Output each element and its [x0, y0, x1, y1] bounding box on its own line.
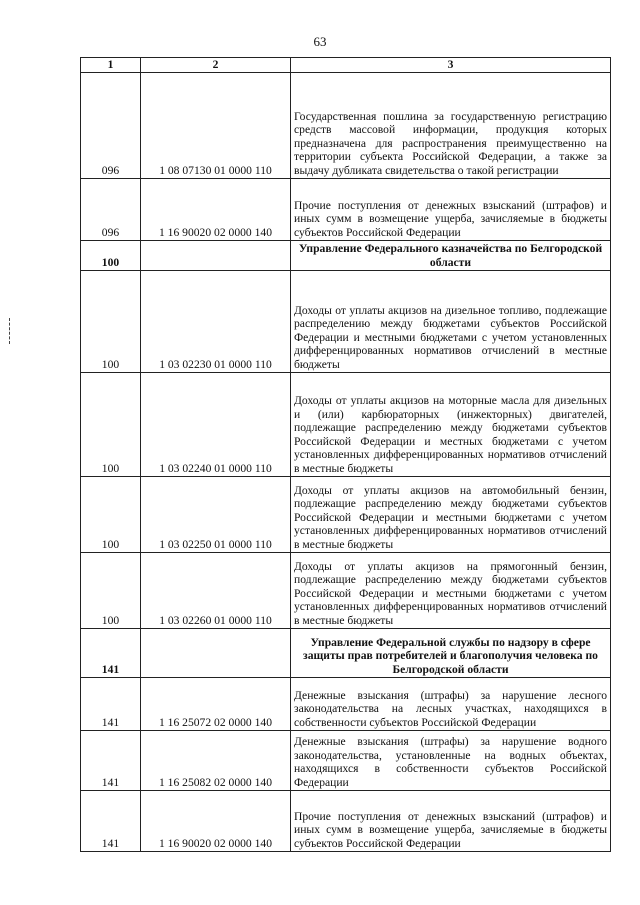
revenue-description: Доходы от уплаты акцизов на моторные масла для дизельных и (или) карбюраторных (инжекторных) двигателей, подлежащие распределению между бюджетами субъектов Российской Федерации и местных бюджетами с учетом установленных дифференцированных нормативов отчислений в местные бюджеты — [291, 372, 611, 476]
margin-mark — [9, 318, 11, 344]
admin-code: 141 — [81, 730, 141, 790]
admin-code: 096 — [81, 72, 141, 178]
revenue-description: Доходы от уплаты акцизов на дизельное топливо, подлежащие распределению между бюджетами субъектов Российской Федерации и местными бюджетами с учетом установленных дифференцированных нормативов отчислений в местные бюджеты — [291, 270, 611, 372]
section-row — [81, 240, 611, 270]
table-row — [81, 730, 611, 790]
budget-classification-code: 1 03 02230 01 0000 110 — [141, 270, 291, 372]
table-row — [81, 270, 611, 372]
budget-classification-code: 1 16 25082 02 0000 140 — [141, 730, 291, 790]
budget-classification-code — [141, 628, 291, 677]
revenue-description: Доходы от уплаты акцизов на автомобильный бензин, подлежащие распределению между бюджетами субъектов Российской Федерации и местными бюджетами с учетом установленных дифференцированных нормативов отчислений в местные бюджеты — [291, 476, 611, 552]
admin-code: 141 — [81, 677, 141, 730]
header-col-3: 3 — [291, 58, 611, 73]
budget-classification-code: 1 16 90020 02 0000 140 — [141, 178, 291, 240]
admin-code: 100 — [81, 240, 141, 270]
table-row — [81, 790, 611, 851]
budget-classification-code: 1 03 02260 01 0000 110 — [141, 552, 291, 628]
budget-classification-code: 1 03 02240 01 0000 110 — [141, 372, 291, 476]
table-row — [81, 677, 611, 730]
revenue-description: Государственная пошлина за государственную регистрацию средств массовой информации, продукция которых предназначена для распространения преимущественно на территории субъекта Российской Федерации, а также за выдачу дубликата свидетельства о такой регистрации — [291, 72, 611, 178]
admin-code: 100 — [81, 552, 141, 628]
table-row — [81, 178, 611, 240]
budget-classification-code: 1 16 90020 02 0000 140 — [141, 790, 291, 851]
section-title: Управление Федеральной службы по надзору в сфере защиты прав потребителей и благополучия человека по Белгородской области — [291, 628, 611, 677]
revenue-description: Прочие поступления от денежных взысканий (штрафов) и иных сумм в возмещение ущерба, зачисляемые в бюджеты субъектов Российской Федерации — [291, 178, 611, 240]
budget-classification-code — [141, 240, 291, 270]
header-col-1: 1 — [81, 58, 141, 73]
admin-code: 141 — [81, 790, 141, 851]
revenue-table — [80, 57, 611, 852]
budget-classification-code: 1 03 02250 01 0000 110 — [141, 476, 291, 552]
header-col-2: 2 — [141, 58, 291, 73]
admin-code: 100 — [81, 270, 141, 372]
table-row — [81, 372, 611, 476]
admin-code: 100 — [81, 476, 141, 552]
table-header-row — [81, 58, 611, 73]
admin-code: 141 — [81, 628, 141, 677]
table-row — [81, 72, 611, 178]
revenue-description: Денежные взыскания (штрафы) за нарушение лесного законодательства на лесных участках, находящихся в собственности субъектов Российской Федерации — [291, 677, 611, 730]
budget-classification-code: 1 08 07130 01 0000 110 — [141, 72, 291, 178]
budget-classification-code: 1 16 25072 02 0000 140 — [141, 677, 291, 730]
revenue-description: Денежные взыскания (штрафы) за нарушение водного законодательства, установленные на водных объектах, находящихся в собственности субъектов Российской Федерации — [291, 730, 611, 790]
revenue-description: Прочие поступления от денежных взысканий (штрафов) и иных сумм в возмещение ущерба, зачисляемые в бюджеты субъектов Российской Федерации — [291, 790, 611, 851]
admin-code: 096 — [81, 178, 141, 240]
section-title: Управление Федерального казначейства по Белгородской области — [291, 240, 611, 270]
table-row — [81, 552, 611, 628]
page-number: 63 — [313, 34, 327, 49]
admin-code: 100 — [81, 372, 141, 476]
revenue-description: Доходы от уплаты акцизов на прямогонный бензин, подлежащие распределению между бюджетами субъектов Российской Федерации и местными бюджетами с учетом установленных дифференцированных нормативов отчислений в местные бюджеты — [291, 552, 611, 628]
table-row — [81, 476, 611, 552]
section-row — [81, 628, 611, 677]
